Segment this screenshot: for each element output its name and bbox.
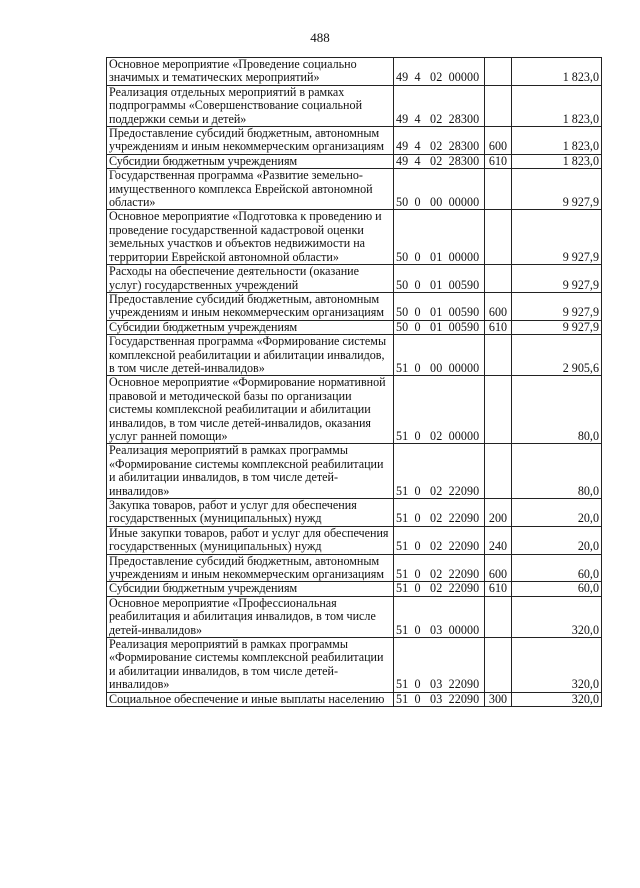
table-row xyxy=(107,526,602,554)
item-name: Закупка товаров, работ и услуг для обеспечения государственных (муниципальных) нужд xyxy=(107,499,394,527)
table-row xyxy=(107,335,602,376)
item-name: Реализация мероприятий в рамках программы «Формирование системы комплексной реабилитации и абилитации инвалидов, в том числе детей-инвалидов» xyxy=(107,444,394,499)
classification-code: 51 0 02 22090 xyxy=(394,444,485,499)
amount: 2 905,6 xyxy=(512,335,602,376)
amount: 1 823,0 xyxy=(512,127,602,155)
item-name: Расходы на обеспечение деятельности (оказание услуг) государственных учреждений xyxy=(107,265,394,293)
table-row xyxy=(107,58,602,86)
table-row xyxy=(107,292,602,320)
item-name: Реализация мероприятий в рамках программы «Формирование системы комплексной реабилитации и абилитации инвалидов, в том числе детей-инвалидов» xyxy=(107,638,394,693)
budget-table xyxy=(106,57,602,707)
amount: 80,0 xyxy=(512,376,602,444)
classification-code: 51 0 03 22090 xyxy=(394,638,485,693)
table-row xyxy=(107,169,602,210)
table-row xyxy=(107,265,602,293)
expense-type: 200 xyxy=(485,499,512,527)
expense-type xyxy=(485,85,512,126)
table-row xyxy=(107,499,602,527)
expense-type xyxy=(485,596,512,637)
amount: 9 927,9 xyxy=(512,265,602,293)
item-name: Основное мероприятие «Формирование нормативной правовой и методической базы по организации системы комплексной реабилитации и абилитации инвалидов, в том числе детей-инвалидов, оказания услуг ранней помощи» xyxy=(107,376,394,444)
expense-type: 240 xyxy=(485,526,512,554)
amount: 9 927,9 xyxy=(512,169,602,210)
expense-type xyxy=(485,444,512,499)
classification-code: 49 4 02 28300 xyxy=(394,127,485,155)
item-name: Субсидии бюджетным учреждениям xyxy=(107,154,394,168)
table-row xyxy=(107,638,602,693)
classification-code: 49 4 02 00000 xyxy=(394,58,485,86)
amount: 320,0 xyxy=(512,596,602,637)
expense-type xyxy=(485,638,512,693)
classification-code: 50 0 00 00000 xyxy=(394,169,485,210)
table-row xyxy=(107,596,602,637)
table-row xyxy=(107,376,602,444)
amount: 320,0 xyxy=(512,692,602,706)
item-name: Иные закупки товаров, работ и услуг для обеспечения государственных (муниципальных) нужд xyxy=(107,526,394,554)
amount: 1 823,0 xyxy=(512,154,602,168)
classification-code: 50 0 01 00590 xyxy=(394,292,485,320)
item-name: Основное мероприятие «Подготовка к проведению и проведение государственной кадастровой оценки земельных участков и объектов недвижимости на территории Еврейской автономной области» xyxy=(107,210,394,265)
item-name: Основное мероприятие «Проведение социально значимых и тематических мероприятий» xyxy=(107,58,394,86)
classification-code: 51 0 02 00000 xyxy=(394,376,485,444)
amount: 320,0 xyxy=(512,638,602,693)
table-row xyxy=(107,85,602,126)
item-name: Предоставление субсидий бюджетным, автономным учреждениям и иным некоммерческим организациям xyxy=(107,554,394,582)
table-row xyxy=(107,582,602,596)
classification-code: 51 0 02 22090 xyxy=(394,526,485,554)
expense-type: 600 xyxy=(485,554,512,582)
amount: 20,0 xyxy=(512,499,602,527)
amount: 20,0 xyxy=(512,526,602,554)
page-number: 488 xyxy=(310,30,330,45)
classification-code: 49 4 02 28300 xyxy=(394,154,485,168)
classification-code: 50 0 01 00590 xyxy=(394,320,485,334)
table-row xyxy=(107,127,602,155)
amount: 1 823,0 xyxy=(512,85,602,126)
classification-code: 51 0 02 22090 xyxy=(394,499,485,527)
amount: 60,0 xyxy=(512,582,602,596)
expense-type: 300 xyxy=(485,692,512,706)
expense-type: 610 xyxy=(485,320,512,334)
table-row xyxy=(107,692,602,706)
expense-type xyxy=(485,58,512,86)
table-row xyxy=(107,210,602,265)
item-name: Государственная программа «Формирование системы комплексной реабилитации и абилитации инвалидов, в том числе детей-инвалидов» xyxy=(107,335,394,376)
amount: 60,0 xyxy=(512,554,602,582)
amount: 9 927,9 xyxy=(512,210,602,265)
classification-code: 51 0 03 22090 xyxy=(394,692,485,706)
classification-code: 51 0 02 22090 xyxy=(394,582,485,596)
item-name: Субсидии бюджетным учреждениям xyxy=(107,582,394,596)
classification-code: 49 4 02 28300 xyxy=(394,85,485,126)
amount: 9 927,9 xyxy=(512,292,602,320)
table-row xyxy=(107,444,602,499)
expense-type: 600 xyxy=(485,292,512,320)
amount: 80,0 xyxy=(512,444,602,499)
classification-code: 50 0 01 00000 xyxy=(394,210,485,265)
expense-type: 600 xyxy=(485,127,512,155)
table-row xyxy=(107,154,602,168)
expense-type xyxy=(485,210,512,265)
table-row xyxy=(107,554,602,582)
classification-code: 50 0 01 00590 xyxy=(394,265,485,293)
item-name: Государственная программа «Развитие земельно-имущественного комплекса Еврейской автономной области» xyxy=(107,169,394,210)
expense-type xyxy=(485,169,512,210)
expense-type xyxy=(485,376,512,444)
classification-code: 51 0 03 00000 xyxy=(394,596,485,637)
expense-type: 610 xyxy=(485,154,512,168)
item-name: Предоставление субсидий бюджетным, автономным учреждениям и иным некоммерческим организациям xyxy=(107,127,394,155)
expense-type: 610 xyxy=(485,582,512,596)
item-name: Субсидии бюджетным учреждениям xyxy=(107,320,394,334)
classification-code: 51 0 02 22090 xyxy=(394,554,485,582)
item-name: Реализация отдельных мероприятий в рамках подпрограммы «Совершенствование социальной поддержки семьи и детей» xyxy=(107,85,394,126)
classification-code: 51 0 00 00000 xyxy=(394,335,485,376)
amount: 1 823,0 xyxy=(512,58,602,86)
item-name: Предоставление субсидий бюджетным, автономным учреждениям и иным некоммерческим организациям xyxy=(107,292,394,320)
item-name: Основное мероприятие «Профессиональная реабилитация и абилитация инвалидов, в том числе детей-инвалидов» xyxy=(107,596,394,637)
table-row xyxy=(107,320,602,334)
item-name: Социальное обеспечение и иные выплаты населению xyxy=(107,692,394,706)
expense-type xyxy=(485,265,512,293)
amount: 9 927,9 xyxy=(512,320,602,334)
expense-type xyxy=(485,335,512,376)
